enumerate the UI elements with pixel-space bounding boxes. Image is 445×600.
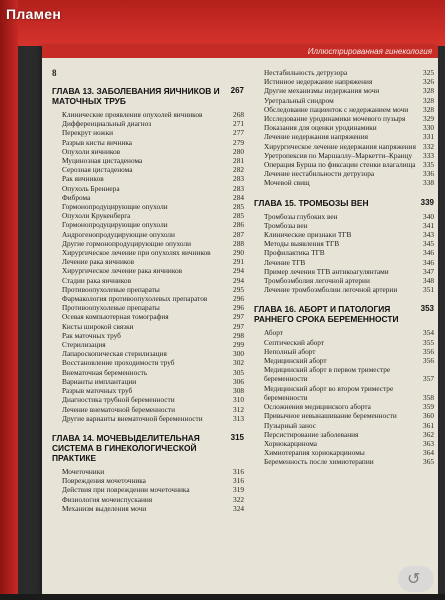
toc-entry-title: Беременность после химиотерапии: [264, 457, 374, 467]
toc-entry: [52, 349, 244, 358]
toc-entry-title: Уретральный синдром: [264, 95, 334, 105]
toc-entry-title: Внематочная беременность: [62, 367, 148, 377]
book-cover-top: [0, 0, 445, 46]
toc-entry: [254, 258, 434, 267]
toc-page-number: 329: [423, 114, 434, 124]
toc-entry: [52, 119, 244, 128]
toc-entry: [254, 267, 434, 276]
toc-entry-title: Другие гормонопродуцирующие опухоли: [62, 238, 192, 248]
toc-entry-title: Другие механизмы недержания мочи: [264, 86, 380, 96]
toc-entry-title: Аборт: [264, 328, 284, 338]
toc-entry-title: Рак маточных труб: [62, 330, 121, 340]
toc-entry: [254, 402, 434, 411]
section-gap: [254, 294, 434, 300]
toc-entry-title: Дифференциальный диагноз: [62, 119, 152, 129]
toc-entry-title: Хирургическое лечение при опухолях яичников: [62, 248, 211, 258]
toc-entry: [52, 495, 244, 504]
toc-entry-title: Хориокарцинома: [264, 438, 318, 448]
toc-page-number: 328: [423, 104, 434, 114]
toc-page-number: 291: [233, 257, 244, 267]
chapter-title: ГЛАВА 15. ТРОМБОЗЫ ВЕН: [254, 197, 369, 208]
toc-page-number: 364: [423, 448, 434, 458]
toc-entry: [254, 356, 434, 365]
toc-page-number: 325: [423, 68, 434, 77]
toc-entry: [254, 77, 434, 86]
toc-page-number: 280: [233, 146, 244, 156]
toc-entry: [254, 178, 434, 187]
toc-page-number: 316: [233, 466, 244, 476]
toc-entry-title: Химиотерапия хориокарциномы: [264, 448, 365, 458]
toc-entry-title: Лечение внематочной беременности: [62, 404, 176, 414]
toc-page-number: 322: [233, 494, 244, 504]
toc-entry: [52, 340, 244, 349]
chapter-title: ГЛАВА 14. МОЧЕВЫДЕЛИТЕЛЬНАЯ СИСТЕМА В ГИНЕКОЛОГИЧЕСКОЙ ПРАКТИКЕ: [52, 432, 200, 463]
toc-entry: [254, 151, 434, 160]
toc-page-number: 282: [233, 165, 244, 175]
toc-entry: [52, 285, 244, 294]
toc-entry-title: Исследование уродинамики мочевого пузыря: [264, 114, 406, 124]
toc-entry: [254, 239, 434, 248]
toc-entry-title: Септический аборт: [264, 337, 325, 347]
toc-entry: [52, 405, 244, 414]
toc-entry: [52, 414, 244, 423]
toc-entry-title: Механизм выделения мочи: [62, 503, 147, 513]
toc-page-number: 283: [233, 174, 244, 184]
toc-page-number: 294: [233, 275, 244, 285]
toc-entry-title: Опухоли яичников: [62, 146, 121, 156]
toc-entry: [254, 105, 434, 114]
toc-page-number: 353: [420, 304, 434, 314]
toc-entry-title: Хирургическое лечение недержания напряжения: [264, 141, 416, 151]
toc-entry: [52, 322, 244, 331]
toc-page-number: 313: [233, 413, 244, 423]
toc-page-number: 295: [233, 284, 244, 294]
toc-page-number: 268: [233, 110, 244, 119]
toc-entry-title: Пример лечения ТГВ антикоагулянтами: [264, 266, 389, 276]
seller-logo-glyph: ↺: [407, 569, 421, 588]
toc-entry: [52, 239, 244, 248]
toc-entry: [52, 266, 244, 275]
toc-page-number: 336: [423, 169, 434, 179]
toc-entry: [52, 128, 244, 137]
toc-entry: [52, 331, 244, 340]
toc-entry-title: Восстановление проходимости труб: [62, 358, 175, 368]
toc-page-number: 358: [423, 392, 434, 402]
toc-entry: [52, 248, 244, 257]
toc-entry-title: Осложнения медицинского аборта: [264, 402, 371, 412]
toc-entry-title: Серозная цистаденома: [62, 165, 133, 175]
toc-entry: [52, 165, 244, 174]
toc-entry: [254, 230, 434, 239]
toc-page-number: 346: [423, 257, 434, 267]
toc-entry-title: Рак яичников: [62, 174, 104, 184]
toc-entry-title: Профилактика ТГВ: [264, 248, 325, 258]
toc-page-number: 305: [233, 367, 244, 377]
toc-page-number: 286: [233, 220, 244, 230]
toc-entry: [52, 156, 244, 165]
toc-entry: [254, 132, 434, 141]
toc-page-number: 271: [233, 119, 244, 129]
toc-entry: [254, 169, 434, 178]
toc-page-number: 356: [423, 346, 434, 356]
toc-entry-title: Разрыв маточных труб: [62, 386, 133, 396]
toc-entry-title: Физиология мочеиспускания: [62, 494, 153, 504]
toc-entry-title: Лечение рака яичников: [62, 257, 135, 267]
watermark-label: Пламен: [6, 6, 62, 22]
toc-entry-title: Лечение нестабильности детрузора: [264, 169, 375, 179]
toc-entry: [254, 96, 434, 105]
toc-entry-title: Персистирование заболевания: [264, 429, 359, 439]
toc-entry: [52, 467, 244, 476]
toc-entry: [254, 457, 434, 466]
toc-entry: [52, 174, 244, 183]
toc-entry-title: Медицинский аборт: [264, 356, 327, 366]
toc-entry-title: Кисты широкой связки: [62, 321, 134, 331]
toc-entry: [52, 504, 244, 513]
toc-entry-title: Фармакология противоопухолевых препаратов: [62, 294, 208, 304]
toc-entry-title: Фиброма: [62, 192, 91, 202]
toc-entry-title: Диагностика трубной беременности: [62, 395, 175, 405]
toc-entry-title: Действия при повреждении мочеточника: [62, 485, 190, 495]
toc-page-number: 296: [233, 294, 244, 304]
toc-entry-title: Противоопухолевые препараты: [62, 303, 160, 313]
toc-page-number: 339: [420, 197, 434, 207]
toc-entry-title: Привычное невынашивание беременности: [264, 411, 397, 421]
toc-page-number: 328: [423, 86, 434, 96]
toc-entry: [254, 365, 434, 383]
chapter-title: ГЛАВА 13. ЗАБОЛЕВАНИЯ ЯИЧНИКОВ И МАТОЧНЫХ ТРУБ: [52, 86, 220, 106]
toc-page-number: 362: [423, 429, 434, 439]
toc-page-number: 277: [233, 128, 244, 138]
toc-entry-title: Методы выявления ТГВ: [264, 239, 340, 249]
toc-entry: [254, 114, 434, 123]
toc-entry: [254, 285, 434, 294]
toc-page-number: 356: [423, 356, 434, 366]
toc-entry: [52, 110, 244, 119]
toc-entry-title: Лечение ТГВ: [264, 257, 306, 267]
toc-entry: [52, 485, 244, 494]
toc-page-number: 346: [423, 248, 434, 258]
toc-page-number: 315: [230, 432, 244, 442]
toc-page-number: 363: [423, 438, 434, 448]
toc-entry: [254, 347, 434, 356]
toc-entry: [52, 184, 244, 193]
toc-entry-title: Гормонопродуцирующие опухоли: [62, 202, 168, 212]
toc-page-number: 299: [233, 340, 244, 350]
toc-page-number: 347: [423, 266, 434, 276]
toc-entry: [52, 276, 244, 285]
toc-page-number: 328: [423, 95, 434, 105]
toc-entry: [52, 202, 244, 211]
toc-entry: [254, 411, 434, 420]
toc-entry: [254, 328, 434, 337]
toc-entry: [254, 439, 434, 448]
toc-page-number: 348: [423, 276, 434, 286]
toc-entry: [52, 220, 244, 229]
toc-entry-title: Нестабильность детрузора: [264, 68, 348, 77]
toc-entry-title: Повреждения мочеточника: [62, 476, 146, 486]
toc-entry-title: Медицинский аборт в первом триместре беременности: [264, 365, 391, 384]
toc-page-number: 298: [233, 330, 244, 340]
toc-page-number: 335: [423, 160, 434, 170]
toc-page-number: 285: [233, 202, 244, 212]
toc-entry: [254, 123, 434, 132]
toc-page-number: 296: [233, 303, 244, 313]
section-gap: [254, 188, 434, 194]
section-gap: [52, 423, 244, 429]
toc-page-number: 341: [423, 220, 434, 230]
toc-page-number: 288: [233, 238, 244, 248]
toc-page-number: 281: [233, 156, 244, 166]
toc-page-number: 338: [423, 178, 434, 188]
toc-entry-title: Противоопухолевые препараты: [62, 284, 160, 294]
toc-page-number: 326: [423, 77, 434, 87]
toc-page-number: 294: [233, 266, 244, 276]
toc-entry: [254, 160, 434, 169]
toc-entry-title: Показания для оценки уродинамики: [264, 123, 377, 133]
toc-entry-title: Хирургическое лечение рака яичников: [62, 266, 183, 276]
toc-entry: [254, 86, 434, 95]
toc-entry-title: Варианты имплантации: [62, 376, 137, 386]
toc-page-number: 284: [233, 192, 244, 202]
toc-entry: [254, 221, 434, 230]
toc-entry: [254, 142, 434, 151]
toc-page-number: 365: [423, 457, 434, 467]
toc-page-number: 361: [423, 420, 434, 430]
toc-entry: [52, 230, 244, 239]
toc-entry-title: Мочевой свищ: [264, 178, 310, 188]
toc-entry: [52, 138, 244, 147]
running-header: Иллюстрированная гинекология: [42, 46, 438, 58]
toc-entry: [254, 212, 434, 221]
toc-entry: [52, 312, 244, 321]
toc-entry-title: Лапароскопическая стерилизация: [62, 349, 167, 359]
toc-page-number: 345: [423, 239, 434, 249]
bottom-shadow: [0, 594, 445, 600]
toc-entry-title: Клинические проявления опухолей яичников: [62, 110, 203, 119]
toc-entry: [254, 276, 434, 285]
toc-page-number: 283: [233, 183, 244, 193]
toc-page-number: 290: [233, 248, 244, 258]
toc-page-number: 324: [233, 503, 244, 513]
toc-page-number: 330: [423, 123, 434, 133]
toc-entry-title: Андрогенопродуцирующие опухоли: [62, 229, 175, 239]
toc-column-left: [52, 82, 244, 513]
toc-page-number: 297: [233, 321, 244, 331]
toc-page-number: 306: [233, 376, 244, 386]
toc-entry: [254, 338, 434, 347]
chapter-heading: [254, 304, 434, 324]
toc-entry: [254, 248, 434, 257]
toc-entry: [52, 368, 244, 377]
toc-page-number: 354: [423, 328, 434, 338]
chapter-title: ГЛАВА 16. АБОРТ И ПАТОЛОГИЯ РАННЕГО СРОКА БЕРЕМЕННОСТИ: [254, 304, 399, 325]
toc-page-number: 312: [233, 404, 244, 414]
toc-entry-title: Тромбозы вен: [264, 220, 308, 230]
page-number: 8: [52, 68, 57, 78]
toc-entry-title: Лечение тромбоэмболии легочной артерии: [264, 285, 398, 295]
toc-entry-title: Опухоли Крукенберга: [62, 211, 131, 221]
toc-entry-title: Мочеточники: [62, 466, 105, 476]
toc-page-number: 360: [423, 411, 434, 421]
toc-entry-title: Тромбоэмболия легочной артерии: [264, 276, 370, 286]
book-page: [42, 46, 438, 594]
toc-entry-title: Стадии рака яичников: [62, 275, 132, 285]
toc-page-number: 343: [423, 230, 434, 240]
toc-page-number: 331: [423, 132, 434, 142]
toc-page-number: 267: [230, 86, 244, 95]
toc-page-number: 357: [423, 374, 434, 384]
toc-entry: [254, 68, 434, 77]
toc-page-number: 316: [233, 476, 244, 486]
toc-entry: [52, 358, 244, 367]
seller-logo: [398, 566, 434, 592]
toc-entry: [52, 257, 244, 266]
toc-entry: [52, 294, 244, 303]
chapter-heading: [52, 433, 244, 463]
toc-entry-title: Истинное недержание напряжения: [264, 77, 373, 87]
toc-entry: [254, 448, 434, 457]
toc-page-number: 340: [423, 211, 434, 221]
toc-entry: [52, 476, 244, 485]
toc-entry-title: Операция Бурша по фиксации стенки влагалища: [264, 160, 416, 170]
toc-page-number: 302: [233, 358, 244, 368]
toc-entry-title: Разрыв кисты яичника: [62, 137, 133, 147]
toc-entry-title: Неполный аборт: [264, 346, 316, 356]
toc-entry-title: Стерилизация: [62, 340, 106, 350]
toc-entry: [52, 211, 244, 220]
toc-entry-title: Лечение недержания напряжения: [264, 132, 368, 142]
toc-entry-title: Осевая компьютерная томография: [62, 312, 169, 322]
toc-entry-title: Муцинозная цистаденома: [62, 156, 143, 166]
toc-entry: [52, 386, 244, 395]
chapter-heading: [52, 86, 244, 106]
toc-page-number: 287: [233, 229, 244, 239]
toc-entry-title: Медицинский аборт во втором триместре беременности: [264, 383, 394, 402]
toc-entry-title: Другие варианты внематочной беременности: [62, 413, 203, 423]
toc-page-number: 300: [233, 349, 244, 359]
toc-entry: [52, 193, 244, 202]
toc-page-number: 319: [233, 485, 244, 495]
toc-column-right: [254, 68, 434, 467]
toc-entry: [254, 421, 434, 430]
toc-page-number: 355: [423, 337, 434, 347]
toc-entry-title: Тромбозы глубоких вен: [264, 211, 338, 221]
toc-page-number: 297: [233, 312, 244, 322]
toc-entry-title: Перекрут ножки: [62, 128, 114, 138]
toc-entry-title: Клинические признаки ТГВ: [264, 230, 352, 240]
toc-entry: [52, 147, 244, 156]
toc-entry: [52, 377, 244, 386]
toc-entry: [254, 430, 434, 439]
toc-page-number: 351: [423, 285, 434, 295]
book-cover-spine: [0, 0, 18, 600]
toc-entry-title: Гормонопродуцирующие опухоли: [62, 220, 168, 230]
toc-entry-title: Пузырный занос: [264, 420, 316, 430]
toc-page-number: 285: [233, 211, 244, 221]
toc-entry: [52, 395, 244, 404]
chapter-heading: [254, 198, 434, 208]
toc-entry: [254, 384, 434, 402]
toc-entry-title: Опухоль Бреннера: [62, 183, 120, 193]
toc-page-number: 332: [423, 141, 434, 151]
toc-entry: [52, 303, 244, 312]
toc-entry-title: Обследование пациенток с недержанием мочи: [264, 104, 409, 114]
toc-page-number: 310: [233, 395, 244, 405]
toc-page-number: 359: [423, 402, 434, 412]
toc-page-number: 279: [233, 137, 244, 147]
toc-page-number: 308: [233, 386, 244, 396]
toc-page-number: 333: [423, 150, 434, 160]
toc-entry-title: Уретропексия по Маршаллу–Маркетти–Кранцу: [264, 150, 413, 160]
